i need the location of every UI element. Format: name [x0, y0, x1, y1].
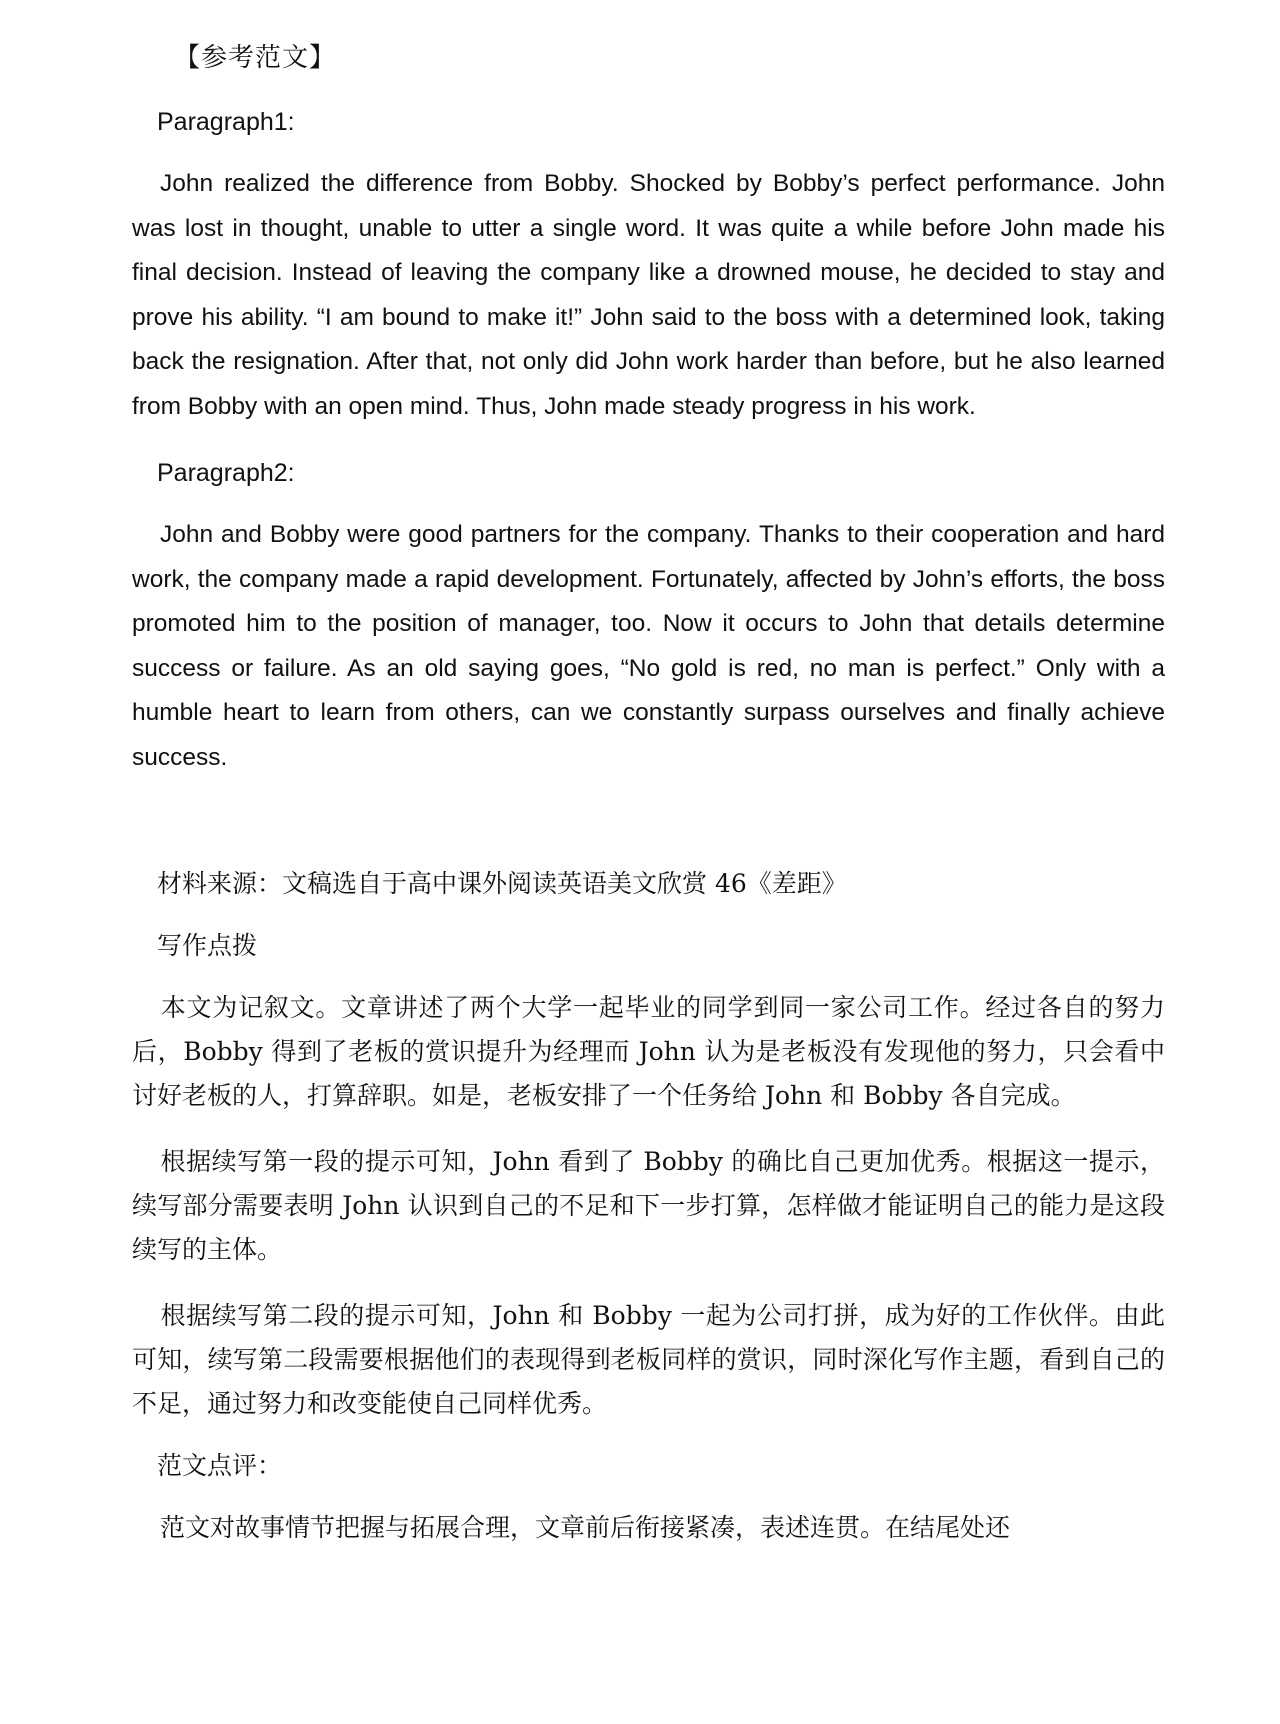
essay-review-paragraph-body: 范文对故事情节把握与拓展合理，文章前后衔接紧凑，表述连贯。在结尾处还: [160, 1513, 1011, 1542]
writing-tips-label: 写作点拨: [157, 931, 258, 960]
writing-tips-paragraph-3-body: 根据续写第二段的提示可知，John 和 Bobby 一起为公司打拼，成为好的工作伙伴。由此可知，续写第二段需要根据他们的表现得到老板同样的赏识，同时深化写作主题，看到自己的不足，通过努力和改变能使自己同样优秀。: [132, 1301, 1165, 1418]
essay-review-paragraph: [132, 1506, 1165, 1550]
paragraph2-text: [132, 513, 1165, 780]
paragraph2-body: John and Bobby were good partners for the company. Thanks to their cooperation and hard work, the company made a rapid development. Fortunately, affected by John’s efforts, the boss promoted him to the position of manager, too. Now it occurs to John that details determine success or failure. As an old saying goes, “No gold is red, no man is perfect.” Only with a humble heart to learn from others, can we constantly surpass ourselves and finally achieve success.: [132, 521, 1165, 771]
reference-essay-heading: 【参考范文】: [174, 43, 337, 73]
writing-tips-paragraph-1-body: 本文为记叙文。文章讲述了两个大学一起毕业的同学到同一家公司工作。经过各自的努力后，Bobby 得到了老板的赏识提升为经理而 John 认为是老板没有发现他的努力，只会看中讨好老板的人，打算辞职。如是，老板安排了一个任务给 John 和 Bobby 各自完成。: [132, 993, 1165, 1110]
writing-tips-paragraph-3: [132, 1294, 1165, 1426]
essay-review-label: 范文点评：: [157, 1451, 283, 1480]
paragraph1-body: John realized the difference from Bobby. Shocked by Bobby’s perfect performance. John was lost in thought, unable to utter a single word. It was quite a while before John made his final decision. Instead of leaving the company like a drowned mouse, he decided to stay and prove his ability. “I am bound to make it!” John said to the boss with a determined look, taking back the resignation. After that, not only did John work harder than before, but he also learned from Bobby with an open mind. Thus, John made steady progress in his work.: [132, 170, 1165, 420]
writing-tips-paragraph-1: [132, 986, 1165, 1118]
material-source: 材料来源：文稿选自于高中课外阅读英语美文欣赏 46《差距》: [157, 869, 847, 898]
paragraph1-text: [132, 162, 1165, 429]
paragraph2-label: Paragraph2:: [157, 459, 295, 487]
paragraph1-label: Paragraph1:: [157, 108, 295, 136]
writing-tips-paragraph-2-body: 根据续写第一段的提示可知，John 看到了 Bobby 的确比自己更加优秀。根据这一提示，续写部分需要表明 John 认识到自己的不足和下一步打算，怎样做才能证明自己的能力是这段续写的主体。: [132, 1147, 1165, 1264]
writing-tips-paragraph-2: [132, 1140, 1165, 1272]
